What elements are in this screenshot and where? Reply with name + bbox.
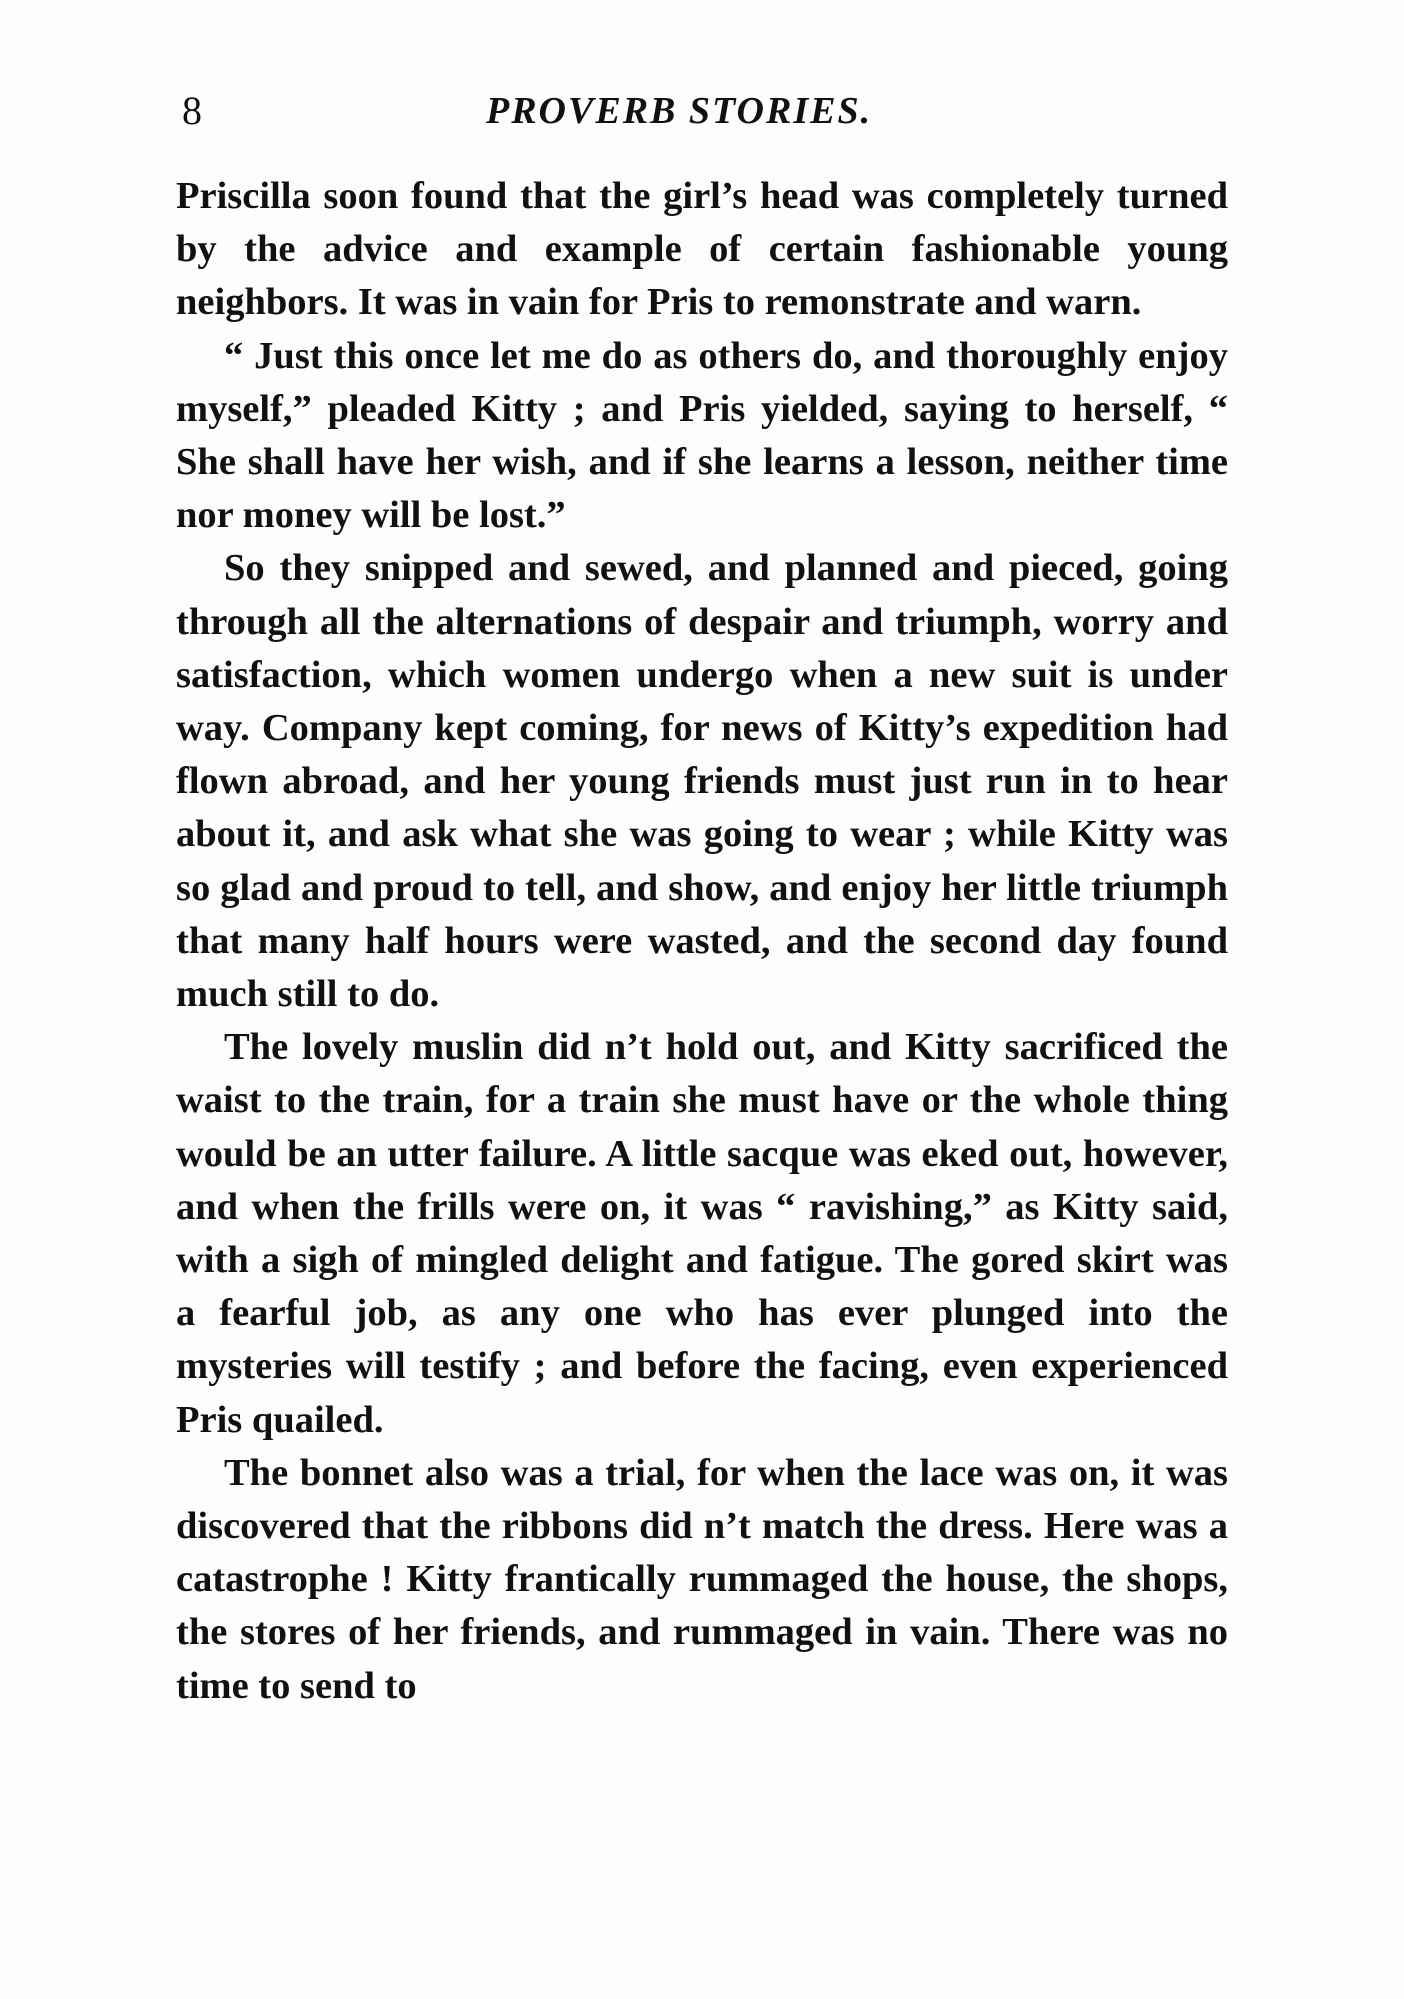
body-text	[176, 170, 1228, 1713]
paragraph-2: “ Just this once let me do as others do, and thoroughly enjoy myself,” pleaded Kitty ; and Pris yielded, saying to herself, “ She shall have her wish, and if she learns a lesson, neither time nor money will be lost.”	[176, 334, 1228, 537]
paragraph-1: Priscilla soon found that the girl’s head was completely turned by the advice and example of certain fashionable young neighbors. It was in vain for Pris to remonstrate and warn.	[176, 175, 1228, 324]
paragraph-3: So they snipped and sewed, and planned and pieced, going through all the alternations of despair and triumph, worry and satisfaction, which women undergo when a new suit is under way. Company kept coming, for news of Kitty’s expedition had flown abroad, and her young friends must just run in to hear about it, and ask what she was going to wear ; while Kitty was so glad and proud to tell, and show, and enjoy her little triumph that many half hours were wasted, and the second day found much still to do.	[176, 547, 1228, 1016]
running-title: PROVERB STORIES.	[486, 90, 873, 132]
running-head	[176, 86, 1226, 136]
paragraph-4: The lovely muslin did n’t hold out, and Kitty sacrificed the waist to the train, for a train she must have or the whole thing would be an utter failure. A little sacque was eked out, however, and when the frills were on, it was “ ravishing,” as Kitty said, with a sigh of mingled delight and fatigue. The gored skirt was a fearful job, as any one who has ever plunged into the mysteries will testify ; and before the facing, even experienced Pris quailed.	[176, 1026, 1228, 1441]
paragraph-5: The bonnet also was a trial, for when the lace was on, it was discovered that the ribbons did n’t match the dress. Here was a catastrophe ! Kitty frantically rummaged the house, the shops, the stores of her friends, and rummaged in vain. There was no time to send to	[176, 1451, 1228, 1707]
page-number: 8	[182, 88, 202, 133]
